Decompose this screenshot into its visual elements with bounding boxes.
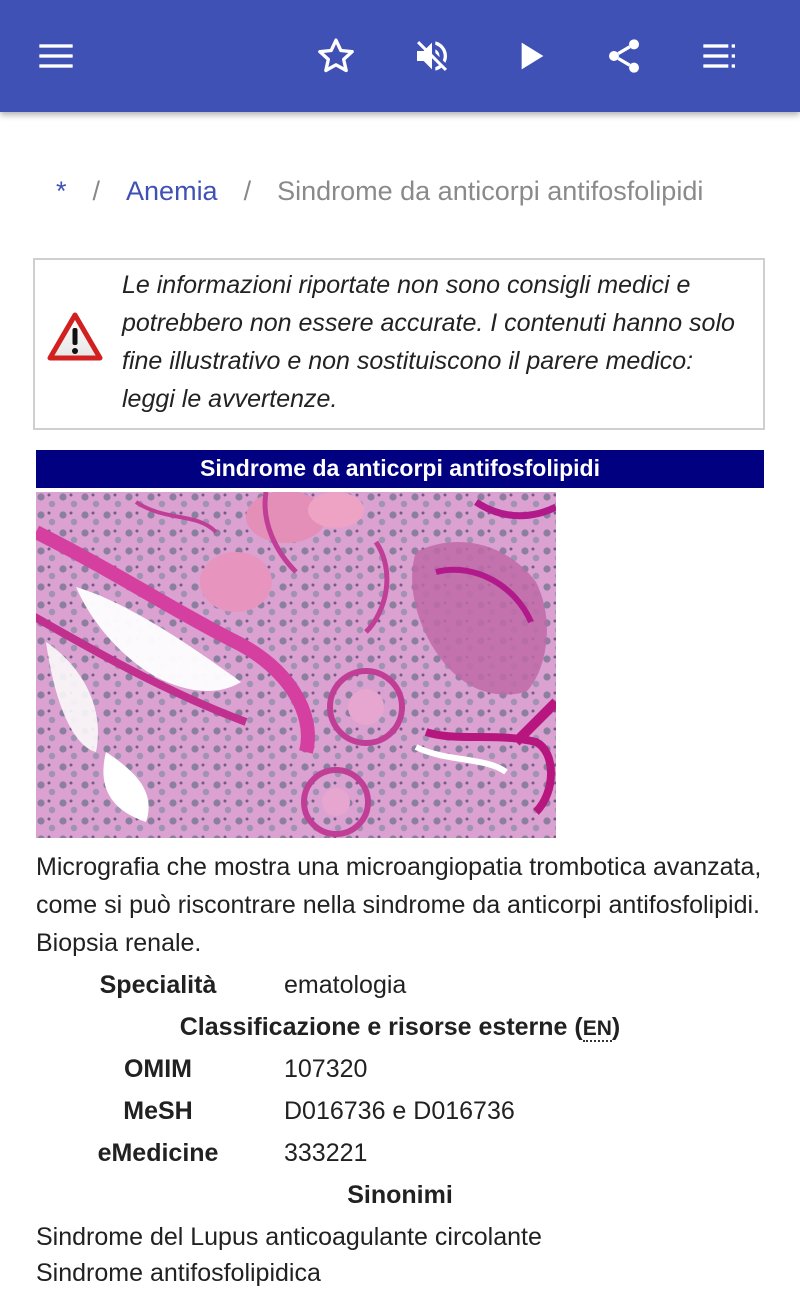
- share-button[interactable]: [596, 28, 652, 84]
- emedicine-label: eMedicine: [97, 1139, 219, 1167]
- omim-label: OMIM: [123, 1055, 193, 1083]
- breadcrumb: [56, 176, 703, 207]
- volume-off-icon: [412, 36, 452, 76]
- synonym-item: Sindrome antifosfolipidica: [36, 1259, 321, 1287]
- table-of-contents-button[interactable]: [692, 28, 748, 84]
- emedicine-value[interactable]: 333221: [284, 1139, 368, 1167]
- breadcrumb-separator: /: [92, 176, 101, 206]
- breadcrumb-parent-link[interactable]: Anemia: [126, 176, 218, 206]
- mesh-value[interactable]: D016736 e D016736: [284, 1097, 515, 1125]
- breadcrumb-current: Sindrome da anticorpi antifosfolipidi: [277, 176, 704, 206]
- micrograph-image[interactable]: [36, 492, 556, 838]
- menu-icon: [36, 36, 76, 76]
- omim-value[interactable]: 107320: [284, 1055, 368, 1083]
- star-icon: [316, 36, 356, 76]
- omim-row: [36, 1048, 766, 1090]
- english-abbreviation[interactable]: EN: [582, 1017, 612, 1040]
- play-button[interactable]: [502, 28, 558, 84]
- specialty-row: [36, 964, 766, 1006]
- specialty-label: Specialità: [99, 971, 217, 999]
- classification-heading-text: Classificazione e risorse esterne: [179, 1013, 568, 1041]
- mesh-row: [36, 1090, 766, 1132]
- play-icon: [510, 36, 550, 76]
- menu-button[interactable]: [28, 28, 84, 84]
- mute-button[interactable]: [404, 28, 460, 84]
- bookmark-button[interactable]: [308, 28, 364, 84]
- app-bar: [0, 0, 800, 112]
- mesh-label: MeSH: [123, 1097, 193, 1125]
- synonym-item: Sindrome del Lupus anticoagulante circolante: [36, 1223, 542, 1251]
- disclaimer-text: Le informazioni riportate non sono consigli medici e potrebbero non essere accurate. I contenuti hanno solo fine illustrativo e non sostituiscono il parere medico: leggi le avvertenze.: [122, 271, 735, 413]
- list-icon: [700, 36, 740, 76]
- warning-triangle-icon: [47, 312, 103, 362]
- classification-heading: [36, 1006, 764, 1050]
- emedicine-row: [36, 1132, 766, 1174]
- breadcrumb-separator: /: [243, 176, 252, 206]
- breadcrumb-home-link[interactable]: *: [56, 176, 67, 206]
- infobox-title: Sindrome da anticorpi antifosfolipidi: [36, 450, 764, 488]
- specialty-value[interactable]: ematologia: [284, 971, 407, 999]
- share-icon: [604, 36, 644, 76]
- image-caption: Micrografia che mostra una microangiopatia trombotica avanzata, come si può riscontrare nella sindrome da anticorpi antifosfolipidi. Biopsia renale.: [36, 853, 762, 957]
- synonyms-heading: Sinonimi: [347, 1181, 453, 1209]
- classification-paren-open: (: [574, 1013, 583, 1041]
- medical-disclaimer[interactable]: [33, 258, 765, 430]
- classification-paren-close: ): [611, 1013, 621, 1041]
